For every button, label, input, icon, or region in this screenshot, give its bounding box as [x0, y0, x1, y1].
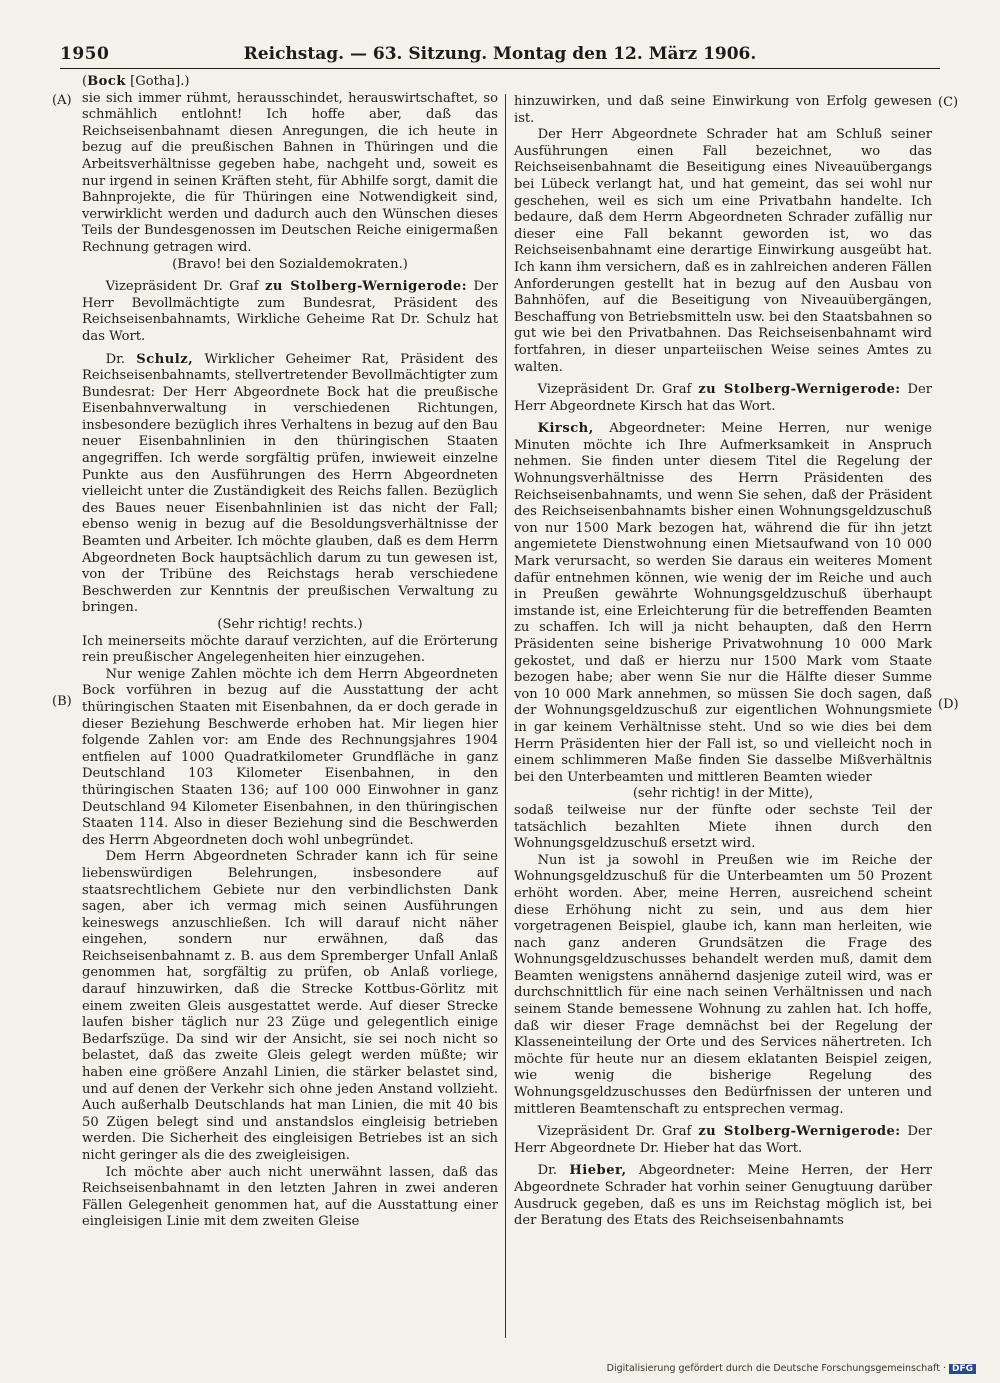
- speech-paragraph: Dr. Schulz, Wirklicher Geheimer Rat, Präsident des Reichseisenbahnamts, stellvertretender Bevollmächtigter zum Bundesrat: Der Herr Abgeordnete Bock hat die preußische Eisenbahnverwaltung in verschiedenen Richtungen, insbesondere bezüglich ihres Verhaltens in bezug auf den Bau neuer Eisenbahnlinien in den thüringischen Staaten angegriffen. Ich werde sorgfältig prüfen, inwieweit einzelne Punkte aus den Ausführungen des Herrn Abgeordneten vielleicht unter die Zuständigkeit des Reichs fallen. Bezüglich des Baues neuer Eisenbahnlinien ist das nicht der Fall; ebenso wenig in bezug auf die Besoldungsverhältnisse der Beamten und Arbeiter. Ich möchte glauben, daß es dem Herrn Abgeordneten Bock hauptsächlich darum zu tun gewesen ist, von der Tribüne des Reichstags herab verschiedene Beschwerden zur Kenntnis der preußischen Verwaltung zu bringen.: [82, 351, 498, 616]
- chair-announcement: Vizepräsident Dr. Graf zu Stolberg-Wernigerode: Der Herr Abgeordnete Kirsch hat das Wort.: [514, 382, 932, 414]
- paragraph: Ich möchte aber auch nicht unerwähnt lassen, daß das Reichseisenbahnamt in den letzten Jahren in zwei anderen Fällen Gelegenheit genommen hat, auf die Ausstattung einer eingleisigen Linie mit dem zweiten Gleise: [82, 1164, 498, 1230]
- margin-marker-a: (A): [52, 93, 72, 108]
- footer-text: Digitalisierung gefördert durch die Deutsche Forschungsgemeinschaft ·: [606, 1363, 946, 1374]
- paragraph: Nur wenige Zahlen möchte ich dem Herrn Abgeordneten Bock vorführen in bezug auf die Ausstattung der acht thüringischen Staaten mit Eisenbahnen, da er doch gerade in dieser Beziehung Beschwerde erhoben hat. Mir liegen hier folgende Zahlen vor: am Ende des Rechnungsjahres 1904 entfielen auf 1000 Quadratkilometer Grundfläche in ganz Deutschland 103 Kilometer Eisenbahnen, in den thüringischen Staaten 136; auf 100 000 Einwohner in ganz Deutschland 94 Kilometer Eisenbahnen, in den thüringischen Staaten 114. Also in dieser Beziehung sind die Beschwerden des Herrn Abgeordneten doch wohl unbegründet.: [82, 666, 498, 848]
- funding-footer: [607, 1363, 976, 1374]
- margin-marker-c: (C): [938, 95, 959, 110]
- chair-name: zu Stolberg-Wernigerode:: [698, 1124, 901, 1140]
- margin-marker-d: (D): [938, 697, 959, 712]
- paragraph: Dem Herrn Abgeordneten Schrader kann ich für seine liebenswürdigen Belehrungen, insbesondere auf staatsrechtlichem Gebiete nur den verbindlichsten Dank sagen, aber ich vermag mich seinen Ausführungen keineswegs anzuschließen. Ich will darauf nicht näher eingehen, sondern nur erwähnen, daß das Reichseisenbahnamt z. B. aus dem Spremberger Unfall Anlaß genommen hat, sorgfältig zu prüfen, ob Anlaß vorliege, darauf hinzuwirken, daß die Strecke Kottbus-Görlitz mit einem zweiten Gleis ausgestattet werde. Auf dieser Strecke laufen bisher täglich nur 23 Züge und gelegentlich einige Bedarfszüge. Da sind wir der Ansicht, sie sei noch nicht so belastet, daß das zweite Gleis gelegt werden müßte; wir haben eine größere Anzahl Linien, die stärker belastet sind, und auf denen der Verkehr sich ohne jeden Anstand vollzieht. Auch außerhalb Deutschlands hat man Linien, die mit 40 bis 50 Zügen belegt sind und anstandslos eingleisig betrieben werden. Die Sicherheit des eingleisigen Betriebes ist an sich nicht geringer als die des zweigleisigen.: [82, 849, 498, 1163]
- paragraph: Ich meinerseits möchte darauf verzichten, auf die Erörterung rein preußischer Angelegenheiten hier einzugehen.: [82, 633, 498, 666]
- paragraph: Nun ist ja sowohl in Preußen wie im Reiche der Wohnungsgeldzuschuß für die Unterbeamten um 50 Prozent erhöht worden. Aber, meine Herren, ausreichend scheint diese Erhöhung nicht zu sein, und aus dem hier vorgetragenen Beispiel, glaube ich, kann man herleiten, wie nach ganz anderen Grundsätzen die Frage des Wohnungsgeldzuschusses behandelt werden muß, damit dem Beamten wenigstens annähernd dasjenige zuteil wird, was er durchschnittlich für eine nach seinen Verhältnissen und nach seinem Stande bemessene Wohnung zu zahlen hat. Ich hoffe, daß wir dieser Frage demnächst bei der Regelung der Klasseneinteilung der Orte und des Services nähertreten. Ich möchte für heute nur an diesem eklatanten Beispiel zeigen, wie wenig die bisherige Regelung des Wohnungsgeldzuschusses den Bedürfnissen der unteren und mittleren Beamtenschaft zu entsprechen vermag.: [514, 852, 932, 1117]
- speaker-reference: (Bock [Gotha].): [82, 74, 190, 89]
- left-column: [82, 74, 498, 1231]
- interjection: (Sehr richtig! rechts.): [217, 617, 363, 632]
- page-header: [60, 44, 940, 68]
- speaker-name: Hieber,: [569, 1163, 627, 1179]
- header-rule: [60, 68, 940, 69]
- paragraph: Der Herr Abgeordnete Schrader hat am Schluß seiner Ausführungen einen Fall bezeichnet, wo das Reichseisenbahnamt die Beseitigung eines Niveauübergangs bei Lübeck verlangt hat, und hat gemeint, das sei wohl nur geschehen, weil es sich um eine Privatbahn handelte. Ich bedaure, daß dem Herrn Abgeordneten Schrader zufällig nur dieser eine Fall bekannt geworden ist, wo das Reichseisenbahnamt eine derartige Einwirkung ausgeübt hat. Ich kann ihm versichern, daß es in zahlreichen anderen Fällen Anforderungen gestellt hat in bezug auf den Ausbau von Bahnhöfen, auf die Beseitigung von Niveauübergängen, Beschaffung von Betriebsmitteln usw. bei den Staatsbahnen so gut wie bei den Privatbahnen. Das Reichseisenbahnamt wird fortfahren, in dieser unparteiischen Weise seines Amtes zu walten.: [514, 127, 933, 375]
- running-title: Reichstag. — 63. Sitzung. Montag den 12. März 1906.: [243, 44, 757, 64]
- speaker-name: Bock: [87, 74, 126, 89]
- dfg-logo: DFG: [949, 1364, 976, 1374]
- paragraph: sodaß teilweise nur der fünfte oder sechste Teil der tatsächlich bezahlten Miete ihnen durch den Wohnungsgeldzuschuß ersetzt wird.: [514, 802, 932, 852]
- margin-marker-b: (B): [52, 694, 72, 709]
- page-number: 1950: [60, 44, 110, 64]
- speech-paragraph: Kirsch, Abgeordneter: Meine Herren, nur wenige Minuten möchte ich Ihre Aufmerksamkeit in Anspruch nehmen. Sie finden unter diesem Titel die Regelung der Wohnungsverhältnisse des Herrn Präsidenten des Reichseisenbahnamts, und wenn Sie sehen, daß der Präsident des Reichseisenbahnamts bisher einen Wohnungsgeldzuschuß von nur 1500 Mark bezogen hat, während die für ihn jetzt angemietete Dienstwohnung einen Mietsaufwand von 10 000 Mark verursacht, so werden Sie daraus ein weiteres Moment dafür entnehmen können, wie wenig der im Reiche und auch in Preußen gewährte Wohnungsgeldzuschuß überhaupt imstande ist, eine Erleichterung für die betreffenden Beamten zu schaffen. Ich will ja nicht behaupten, daß den Herrn Präsidenten seine bisherige Privatwohnung 10 000 Mark gekostet, und daß er hierzu nur 1500 Mark vom Staate bezogen habe; aber wenn Sie nur die Hälfte dieser Summe von 10 000 Mark annehmen, so müssen Sie doch sagen, daß der Wohnungsgeldzuschuß zur eigentlichen Wohnungsmiete in gar keinem Verhältnisse steht. Und so wie dies bei dem Herrn Präsidenten hier der Fall ist, so und vielleicht noch in einem schlimmeren Maße finden Sie dasselbe Mißverhältnis bei den Unterbeamten und mittleren Beamten wieder: [514, 421, 932, 785]
- speaker-name: Schulz,: [136, 351, 194, 367]
- chair-announcement: Vizepräsident Dr. Graf zu Stolberg-Wernigerode: Der Herr Abgeordnete Dr. Hieber hat das Wort.: [514, 1124, 932, 1156]
- chair-name: zu Stolberg-Wernigerode:: [264, 279, 468, 295]
- chair-announcement: Vizepräsident Dr. Graf zu Stolberg-Wernigerode: Der Herr Bevollmächtigte zum Bundesrat, Präsident des Reichseisenbahnamts, Wirkliche Geheime Rat Dr. Schulz hat das Wort.: [82, 279, 498, 344]
- interjection: (sehr richtig! in der Mitte),: [632, 786, 814, 802]
- column-divider: [505, 94, 506, 1338]
- chair-name: zu Stolberg-Wernigerode:: [698, 382, 901, 398]
- paragraph: hinzuwirken, und daß seine Einwirkung von Erfolg gewesen ist.: [514, 94, 932, 126]
- interjection: (Bravo! bei den Sozialdemokraten.): [172, 256, 408, 272]
- speaker-name: Kirsch,: [537, 421, 594, 437]
- right-column: [514, 94, 932, 1230]
- paragraph: sie sich immer rühmt, herausschindet, herauswirtschaftet, so schmählich entlohnt! Ich hoffe aber, daß das Reichseisenbahnamt diesen Anregungen, die ich heute in bezug auf die preußischen Bahnen in Thüringen und die Arbeitsverhältnisse gegeben habe, nachgeht und, soweit es nur irgend in seinen Kräften steht, für Abhilfe sorgt, damit die Bahnprojekte, die für Thüringen eine Notwendigkeit sind, verwirklicht werden und dadurch auch den Wünschen dieses Teils der Bundesgenossen im Deutschen Reiche einigermaßen Rechnung getragen wird.: [82, 90, 498, 255]
- speech-paragraph: Dr. Hieber, Abgeordneter: Meine Herren, der Herr Abgeordnete Schrader hat vorhin seiner Genugtuung darüber Ausdruck gegeben, daß es uns im Reichstag möglich ist, bei der Beratung des Etats des Reichseisenbahnamts: [514, 1163, 932, 1229]
